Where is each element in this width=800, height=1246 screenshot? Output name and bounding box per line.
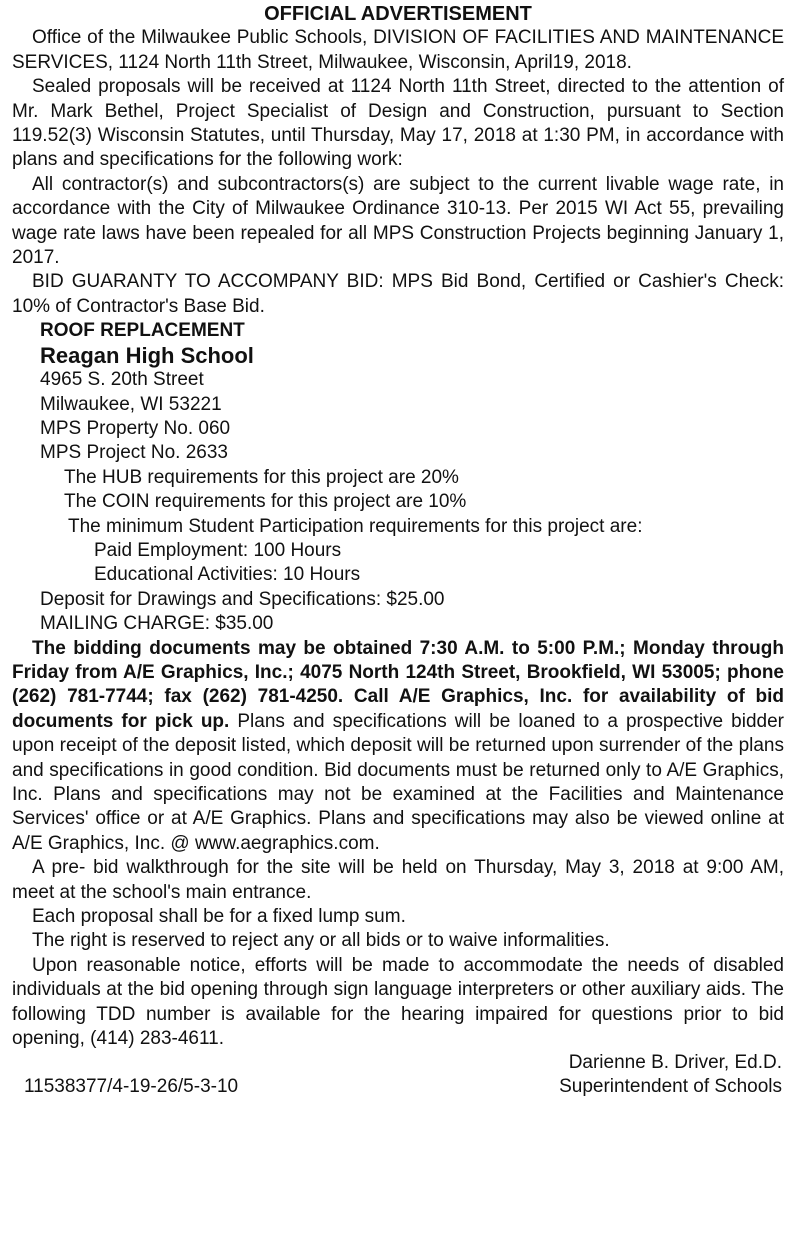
lump-sum-paragraph: Each proposal shall be for a fixed lump sum. bbox=[32, 906, 406, 928]
project-heading: ROOF REPLACEMENT bbox=[40, 320, 245, 342]
proposals-paragraph: Sealed proposals will be received at 1124 North 11th Street, directed to the attention of Mr. Mark Bethel, Project Specialist of Design and Construction, pursuant to Section 119.52(3) Wisconsin Statutes, until Thursday, May 17, 2018 at 1:30 PM, in accordance with plans and specifications for the following work: bbox=[12, 76, 784, 171]
educational-activities: Educational Activities: 10 Hours bbox=[94, 564, 361, 586]
school-name: Reagan High School bbox=[40, 342, 254, 368]
intro-paragraph: Office of the Milwaukee Public Schools, DIVISION OF FACILITIES AND MAINTENANCE SERVICES, 1124 North 11th Street, Milwaukee, Wisconsin, April19, 2018. bbox=[12, 27, 784, 73]
hub-requirement: The HUB requirements for this project are 20% bbox=[64, 466, 459, 488]
bidding-documents-rest: Plans and specifications will be loaned to a prospective bidder upon receipt of the deposit listed, which deposit will be returned upon surrender of the plans and specifications in good condition. Bid documents must be returned only to A/E Graphics, Inc. Plans and specifications may not be examined at the Facilities and Maintenance Services' office or at A/E Graphics. Plans and specifications may also be viewed online at A/E Graphics, Inc. @ www.aegraphics.com. bbox=[12, 710, 784, 854]
project-number: MPS Project No. 2633 bbox=[40, 442, 228, 464]
coin-requirement: The COIN requirements for this project are 10% bbox=[64, 491, 467, 513]
mailing-charge: MAILING CHARGE: $35.00 bbox=[40, 613, 274, 635]
walkthrough-paragraph: A pre- bid walkthrough for the site will be held on Thursday, May 3, 2018 at 9:00 AM, meet at the school's main entrance. bbox=[12, 857, 784, 903]
footer bbox=[12, 1051, 784, 1101]
wage-paragraph: All contractor(s) and subcontractors(s) are subject to the current livable wage rate, in accordance with the City of Milwaukee Ordinance 310-13. Per 2015 WI Act 55, prevailing wage rate laws have been repealed for all MPS Construction Projects beginning January 1, 2017. bbox=[12, 173, 784, 269]
signature-title: Superintendent of Schools bbox=[559, 1076, 782, 1098]
paid-employment: Paid Employment: 100 Hours bbox=[94, 539, 342, 561]
reference-number: 11538377/4-19-26/5-3-10 bbox=[24, 1076, 239, 1098]
student-requirement: The minimum Student Participation requirements for this project are: bbox=[68, 515, 643, 537]
accommodation-paragraph: Upon reasonable notice, efforts will be made to accommodate the needs of disabled individuals at the bid opening through sign language interpreters or other auxiliary aids. The following TDD number is available for the hearing impaired for questions prior to bid opening, (414) 283-4611. bbox=[12, 954, 784, 1050]
school-city: Milwaukee, WI 53221 bbox=[40, 393, 222, 415]
rights-paragraph: The right is reserved to reject any or all bids or to waive informalities. bbox=[32, 930, 610, 952]
school-street: 4965 S. 20th Street bbox=[40, 369, 204, 391]
deposit-line: Deposit for Drawings and Specifications: $25.00 bbox=[40, 588, 445, 610]
bidding-documents-bold: The bidding documents may be obtained 7:30 A.M. to 5:00 P.M.; Monday through Friday from A/E Graphics, Inc.; 4075 North 124th Street, Brookfield, WI 53005; phone (262) 781-7744; fax (262) 781-4250. Call A/E Graphics, Inc. for availability of bid documents for pick up. bbox=[12, 637, 784, 732]
property-number: MPS Property No. 060 bbox=[40, 417, 231, 439]
bidding-documents-paragraph bbox=[12, 637, 784, 857]
bid-guaranty-paragraph: BID GUARANTY TO ACCOMPANY BID: MPS Bid Bond, Certified or Cashier's Check: 10% of Contractor's Base Bid. bbox=[12, 271, 784, 317]
ad-title: OFFICIAL ADVERTISEMENT bbox=[264, 3, 532, 25]
signature-name: Darienne B. Driver, Ed.D. bbox=[568, 1052, 782, 1074]
